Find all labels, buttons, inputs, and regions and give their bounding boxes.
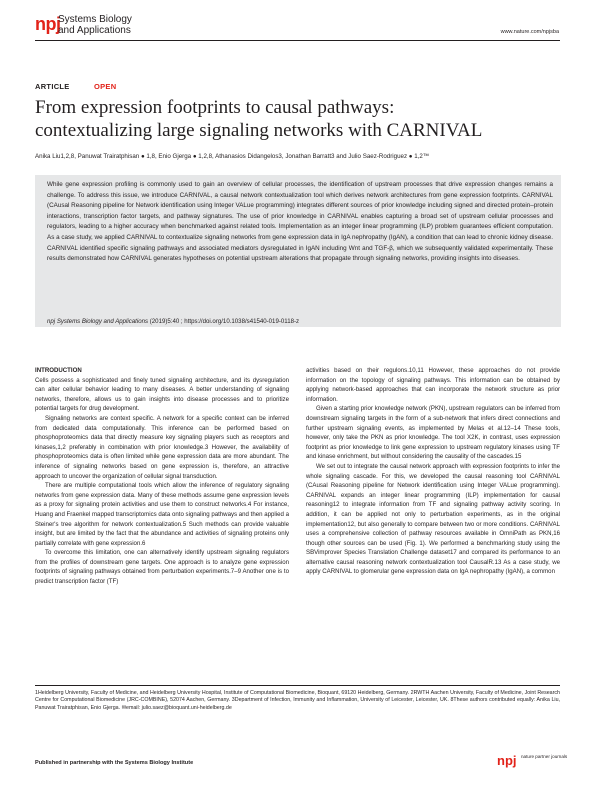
author-list: Anika Liu1,2,8, Panuwat Trairatphisan ● 1,8, Enio Gjerga ● 1,2,8, Athanasios Didangelos3, Jonathan Barratt3 and Julio Saez-Rodriguez ● 1,2™ — [35, 153, 430, 160]
paragraph: Signaling networks are context specific. A network for a specific context can be inferred from dedicated data computationally. This inference can be performed based on phosphoproteomics data that directly measure key signaling players such as receptors and kinases,1,2 preferably in combination with prior knowledge.3 However, the availability of phosphoproteomics data is often limited while gene expression data are more abundant. The inference of signaling networks based on gene expression is, therefore, an attractive approach to uncover the organization of cellular signal transduction. — [35, 414, 289, 480]
paragraph: Given a starting prior knowledge network (PKN), upstream regulators can be inferred from downstream signaling targets in the form of a sub-network that infers direct connections and further upstream signaling events, as implemented by Melas et al.12–14 These tools, however, only take the PKN as prior knowledge. The tool X2K, in contrast, uses expression footprint as prior knowledge to link gene expression to upstream regulatory kinases using TF and kinase enrichment, but without considering the causality of the cascades.15 — [306, 405, 560, 461]
citation-journal: npj Systems Biology and Applications — [47, 318, 149, 325]
paragraph: We set out to integrate the causal network approach with expression footprints to infer the whole signaling cascade. For this, we developed the causal reasoning tool CARNIVAL (CAusal Reasoning pipeline for Network identification using Integer VALue programming). CARNIVAL expands an integer linear programming (ILP) implementation for causal reasoning12 to integrate information from TF and signaling pathway activity scoring. In addition, it can be applied not only to perturbation experiments, as in the original implementation12, but also generally to compare between two or more conditions. CARNIVAL uses a comprehensive collection of pathway resources available in OmniPath as PKN,16 though other sources can be used (Fig. 1). We performed a benchmarking study using the SBVimprover Species Translation Challenge dataset17 and compared its performance to an alternative causal reasoning network contextualization tool CausalR.13 As a case study, we apply CARNIVAL to glomerular gene expression data on IgA nephropathy (IgAN), a common — [306, 462, 560, 576]
title-line-2: contextualizing large signaling networks with CARNIVAL — [35, 120, 483, 141]
affiliations-footnote: 1Heidelberg University, Faculty of Medicine, and Heidelberg University Hospital, Institute of Computational Biomedicine, Bioquant, 69120 Heidelberg, Germany. 2RWTH Aachen University, Faculty of Medicine, Joint Research Centre for Computational Biomedicine (JRC-COMBINE), 52074 Aachen, Germany. 3Department of Infection, Immunity and Inflammation, University of Leicester, Leicester, UK. 8These authors contributed equally: Anika Liu, Panuwat Trairatphisan, Enio Gjerga. ✉email: julio.saez@bioquant.uni-heidelberg.de — [35, 690, 560, 711]
footer-npj-text: npj — [497, 753, 517, 768]
open-access-label: OPEN — [94, 82, 117, 91]
paragraph: There are multiple computational tools which allow the inference of regulatory signaling networks from gene expression data. Many of these methods assume gene expression levels as a proxy for signaling protein activities and use them to construct networks.4 For instance, Huang and Fraenkel mapped transcriptomics data onto signaling pathways and then applied a Steiner's tree algorithm for network contextualization.5 Such methods can provide valuable insight, but are limited by the fact that the abundance and activities of signaling proteins only partially correlate with gene expression.6 — [35, 482, 289, 547]
footnote-divider — [35, 685, 560, 686]
header-divider — [35, 40, 560, 41]
abstract-text: While gene expression profiling is commonly used to gain an overview of cellular processes, the identification of upstream processes that drive expression changes remains a challenge. To address this issue, we introduce CARNIVAL, a causal network contextualization tool which derives network architectures from gene expression footprints. CARNIVAL (CAusal Reasoning pipeline for Network identification using Integer VALue programming) integrates different sources of prior knowledge including signed and directed protein–protein interactions, transcription factor targets, and pathway signatures. The use of prior knowledge in CARNIVAL enables capturing a broad set of upstream cellular processes and regulators, leading to a higher accuracy when benchmarked against related tools. Implementation as an integer linear programming (ILP) problem guarantees efficient computation. As a case study, we applied CARNIVAL to contextualize signaling networks from gene expression data in IgA nephropathy (IgAN), a condition that can lead to chronic kidney disease. CARNIVAL identified specific signaling pathways and associated mediators dysregulated in IgAN including Wnt and TGF-β, which we subsequently validated experimentally. These results demonstrated how CARNIVAL generates hypotheses on potential upstream alterations that propagate through signaling networks, providing insights into diseases. — [47, 181, 553, 263]
body-column-left — [35, 366, 289, 587]
paragraph: Cells possess a sophisticated and finely tuned signaling architecture, and its dysregulation can alter cellular behavior leading to many diseases. A better understanding of signaling networks, therefore, allows us to gain insights into disease processes and to prioritize potential targets for drug development. — [35, 376, 289, 413]
journal-name — [58, 14, 132, 36]
citation — [47, 318, 299, 325]
paragraph: activities based on their regulons.10,11 However, these approaches do not provide information on the topology of signaling pathways. This information can be obtained by applying network-based approaches that can incorporate the network structure as prior information. — [306, 367, 560, 403]
citation-doi[interactable]: (2019)5:40 ; https://doi.org/10.1038/s41540-019-0118-z — [148, 318, 300, 325]
title-line-1: From expression footprints to causal pathways: — [35, 97, 395, 118]
npj-partner-logo — [497, 750, 568, 770]
article-title — [35, 96, 560, 142]
article-type-label: ARTICLE — [35, 82, 70, 91]
paragraph: To overcome this limitation, one can alternatively identify upstream signaling regulators from the profiles of downstream gene targets. One approach is to analyze gene expression footprints of signaling pathways obtained from perturbation experiments.7–9 Another one is to predict transcription factor (TF) — [35, 549, 289, 586]
published-partnership-note: Published in partnership with the Systems Biology Institute — [35, 760, 194, 766]
journal-name-line2: and Applications — [58, 25, 131, 36]
npj-partner-logo-icon — [497, 750, 568, 770]
section-heading-introduction: INTRODUCTION — [35, 367, 82, 374]
journal-name-line1: Systems Biology — [58, 14, 132, 25]
npj-logo: npj — [35, 14, 61, 34]
footer-partner-text: nature partner journals — [521, 754, 568, 759]
journal-url[interactable]: www.nature.com/npjsba — [500, 29, 559, 35]
body-column-right — [306, 366, 560, 577]
